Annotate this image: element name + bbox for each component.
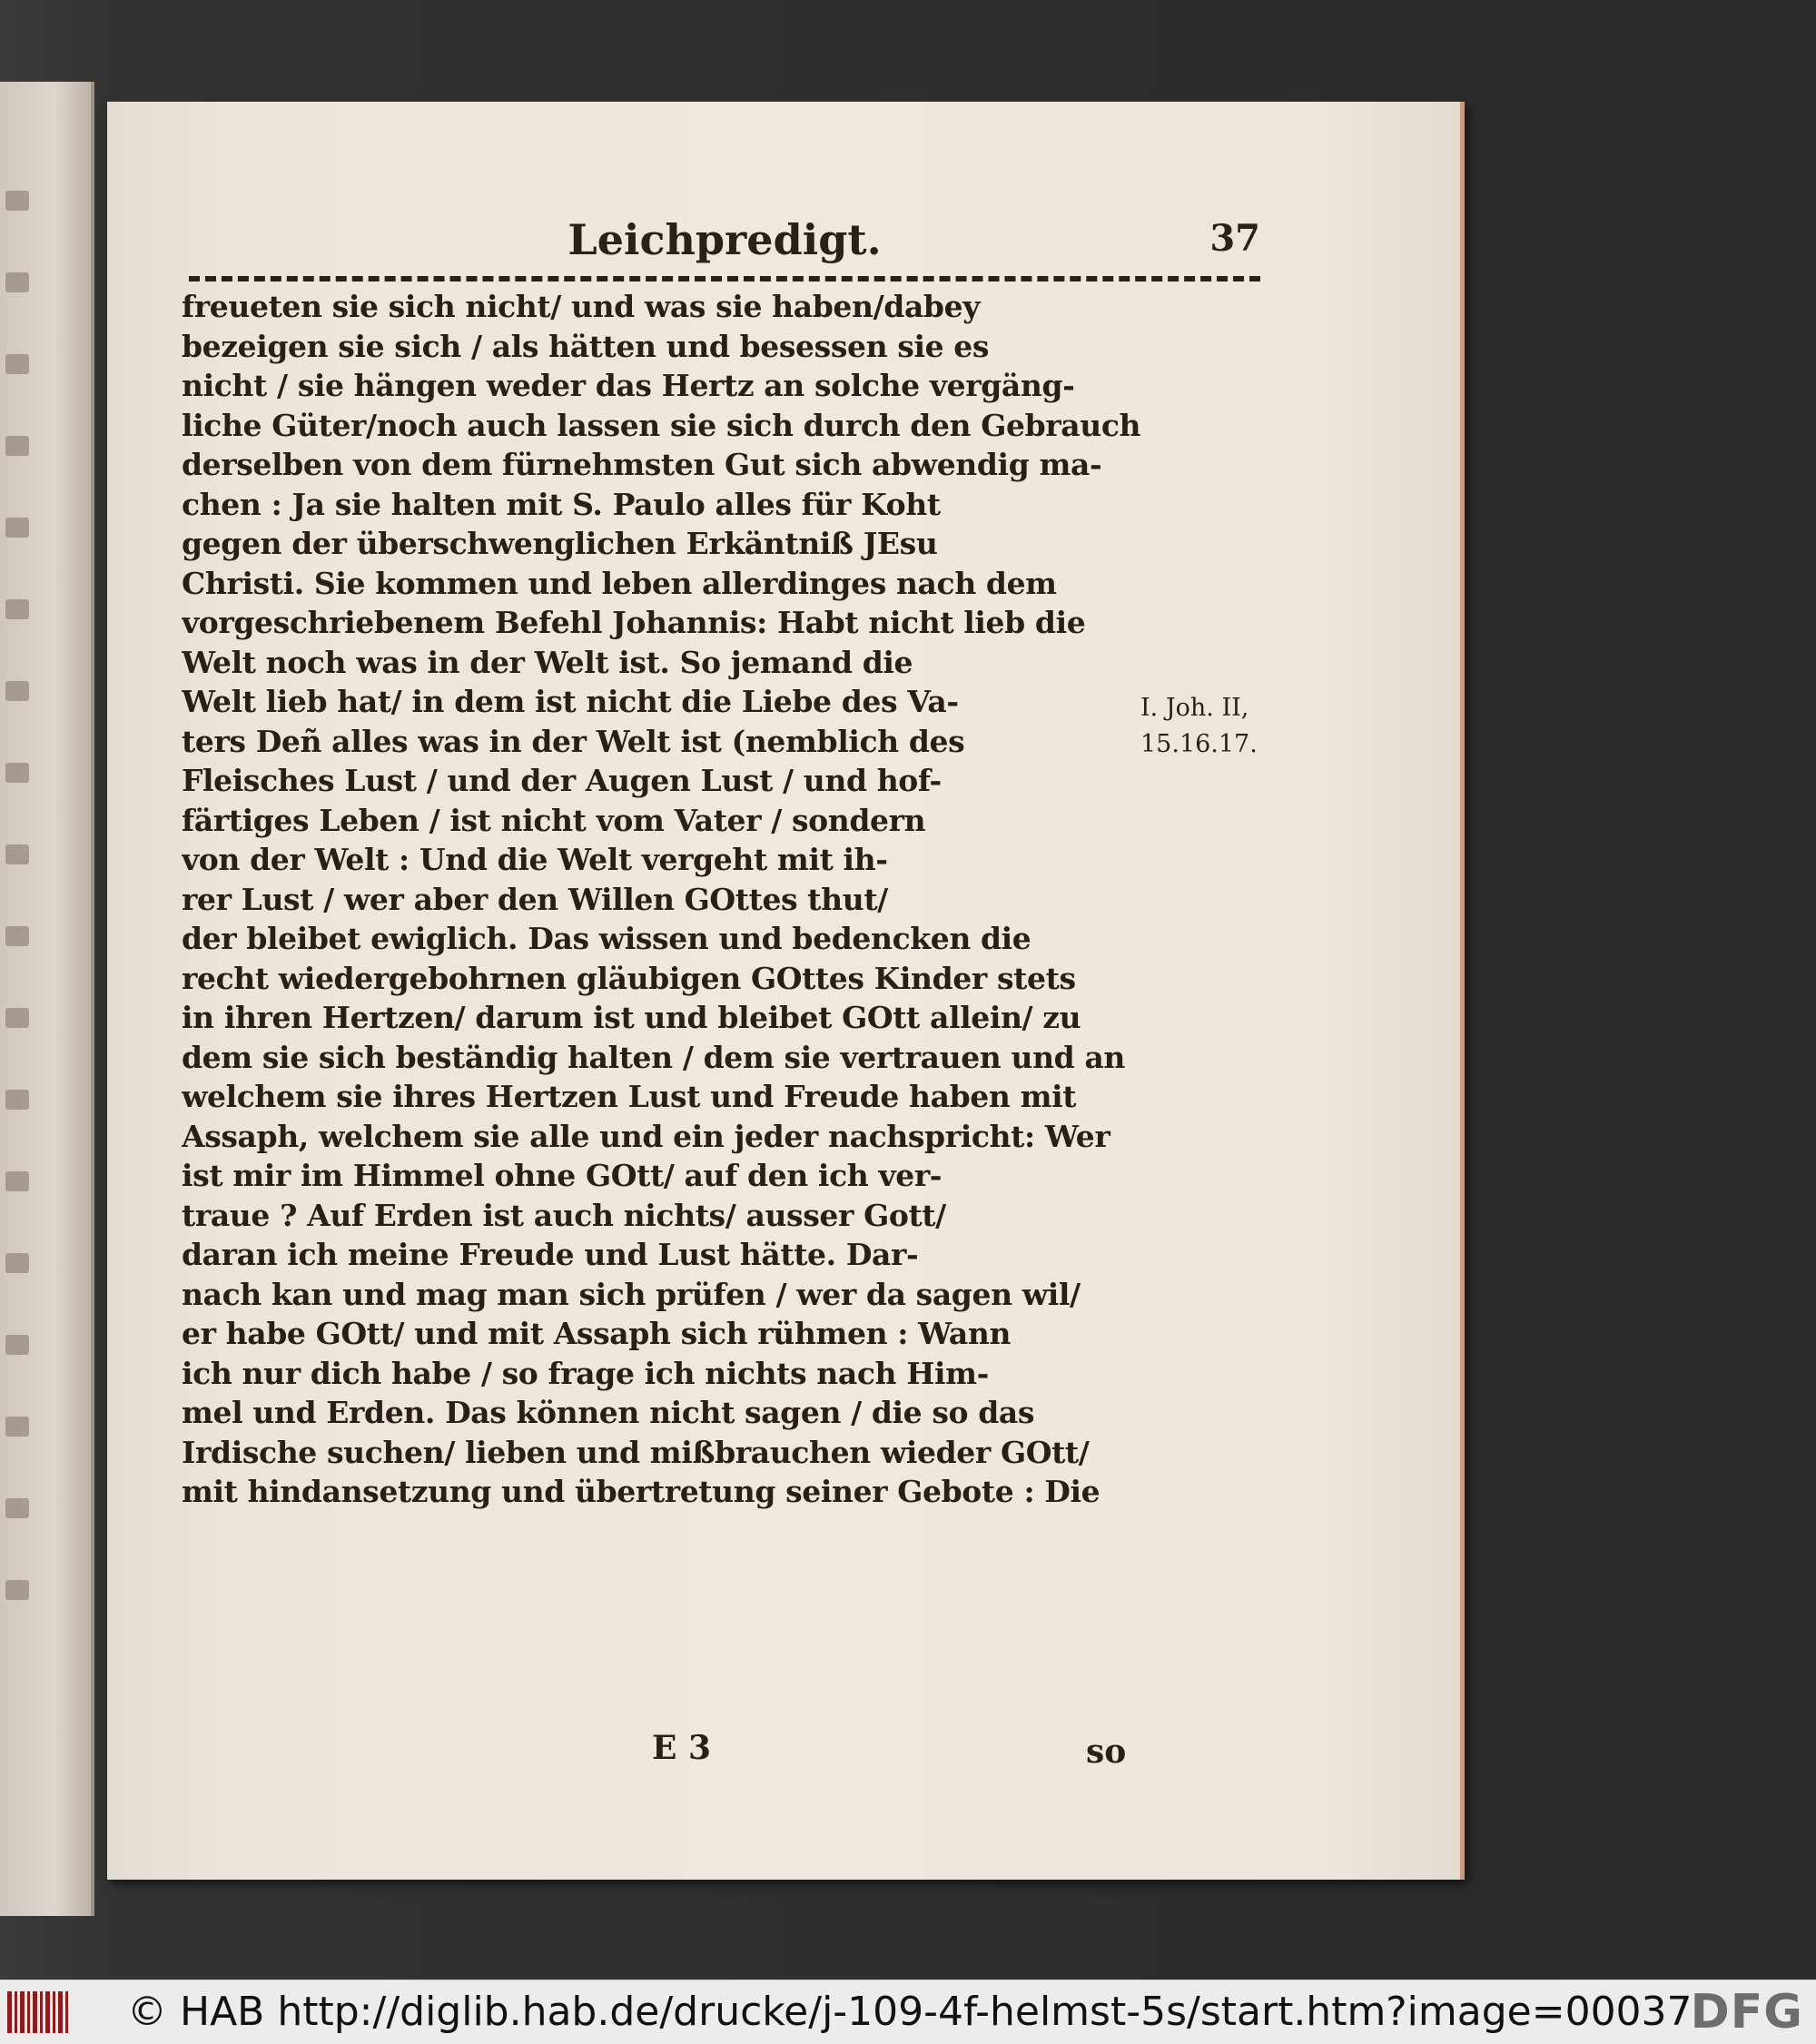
text-line: gegen der überschwenglichen Erkäntniß JEsu (182, 526, 938, 561)
sliver-text-fragment (5, 844, 29, 864)
text-line: derselben von dem fürnehmsten Gut sich abwendig ma- (182, 447, 1102, 482)
sliver-text-fragment (5, 1008, 29, 1028)
text-line: er habe GOtt/ und mit Assaph sich rühmen : Wann (182, 1316, 1012, 1351)
running-head (189, 215, 1260, 279)
text-line: Welt lieb hat/ in dem ist nicht die Liebe des Va- (182, 684, 959, 719)
text-line: mel und Erden. Das können nicht sagen / die so das (182, 1395, 1035, 1430)
text-line: Fleisches Lust / und der Augen Lust / und hof- (182, 763, 942, 798)
sliver-text-fragment (5, 518, 29, 538)
running-title: Leichpredigt. (568, 215, 882, 264)
text-line: nach kan und mag man sich prüfen / wer da sagen wil/ (182, 1276, 1081, 1312)
text-line: rer Lust / wer aber den Willen GOttes thut/ (182, 881, 888, 917)
sliver-text-fragment (5, 599, 29, 619)
text-line: der bleibet ewiglich. Das wissen und bedencken die (182, 921, 1031, 956)
text-line: ist mir im Himmel ohne GOtt/ auf den ich ver- (182, 1158, 943, 1193)
text-line: vorgeschriebenem Befehl Johannis: Habt nicht lieb die (182, 605, 1086, 640)
text-line: ters Deñ alles was in der Welt ist (nemblich des (182, 723, 965, 759)
dfg-logo: DFG (1690, 1985, 1803, 2039)
sliver-text-fragment (5, 1253, 29, 1273)
sliver-text-fragment (5, 1171, 29, 1191)
head-rule (189, 276, 1260, 281)
text-line: chen : Ja sie halten mit S. Paulo alles für Koht (182, 486, 941, 522)
sliver-text-fragment (5, 191, 29, 211)
sliver-text-fragment (5, 272, 29, 292)
marginal-note-line: 15.16.17. (1140, 730, 1258, 758)
text-line: traue ? Auf Erden ist auch nichts/ ausser Gott/ (182, 1197, 946, 1233)
page-number: 37 (1209, 217, 1260, 260)
facing-page-edge (0, 82, 94, 1916)
sliver-text-fragment (5, 1417, 29, 1437)
text-line: von der Welt : Und die Welt vergeht mit ih- (182, 842, 888, 877)
sliver-text-fragment (5, 763, 29, 783)
body-text (182, 287, 1253, 1512)
text-line: dem sie sich beständig halten / dem sie vertrauen und an (182, 1039, 1126, 1075)
sliver-text-fragment (5, 1090, 29, 1110)
sliver-text-fragment (5, 1580, 29, 1600)
book-page (107, 102, 1465, 1880)
sliver-text-fragment (5, 436, 29, 456)
sliver-text-fragment (5, 681, 29, 701)
sliver-text-fragment (5, 1498, 29, 1518)
text-line: bezeigen sie sich / als hätten und besessen sie es (182, 328, 990, 364)
sliver-text-fragment (5, 926, 29, 946)
sliver-text-fragment (5, 354, 29, 374)
text-line: ich nur dich habe / so frage ich nichts nach Him- (182, 1355, 989, 1391)
text-line: Welt noch was in der Welt ist. So jemand die (182, 644, 913, 680)
sliver-text-fragment (5, 1335, 29, 1355)
text-line: recht wiedergebohrnen gläubigen GOttes Kinder stets (182, 960, 1076, 996)
text-line: Christi. Sie kommen und leben allerdinges nach dem (182, 565, 1057, 601)
text-line: welchem sie ihres Hertzen Lust und Freude haben mit (182, 1079, 1077, 1114)
footer-bar (0, 1980, 1816, 2044)
text-line: daran ich meine Freude und Lust hätte. Dar- (182, 1237, 919, 1272)
text-line: färtiges Leben / ist nicht vom Vater / sondern (182, 802, 926, 838)
signature-mark: E 3 (652, 1729, 712, 1767)
text-line: Assaph, welchem sie alle und ein jeder nachspricht: Wer (182, 1118, 1110, 1154)
text-line: liche Güter/noch auch lassen sie sich durch den Gebrauch (182, 407, 1141, 443)
text-line: freueten sie sich nicht/ und was sie haben/dabey (182, 289, 980, 324)
catchword: so (1086, 1733, 1127, 1771)
copyright-link[interactable]: © HAB http://diglib.hab.de/drucke/j-109-4f-helmst-5s/start.htm?image=00037 (127, 1989, 1693, 2035)
text-line: Irdische suchen/ lieben und mißbrauchen wieder GOtt/ (182, 1434, 1090, 1470)
marginal-note-line: I. Joh. II, (1140, 694, 1249, 722)
text-line: in ihren Hertzen/ darum ist und bleibet GOtt allein/ zu (182, 1000, 1081, 1035)
text-line: nicht / sie hängen weder das Hertz an solche vergäng- (182, 368, 1075, 403)
barcode-icon (7, 1991, 76, 2033)
text-line: mit hindansetzung und übertretung seiner Gebote : Die (182, 1474, 1100, 1509)
marginal-note (1140, 690, 1322, 763)
